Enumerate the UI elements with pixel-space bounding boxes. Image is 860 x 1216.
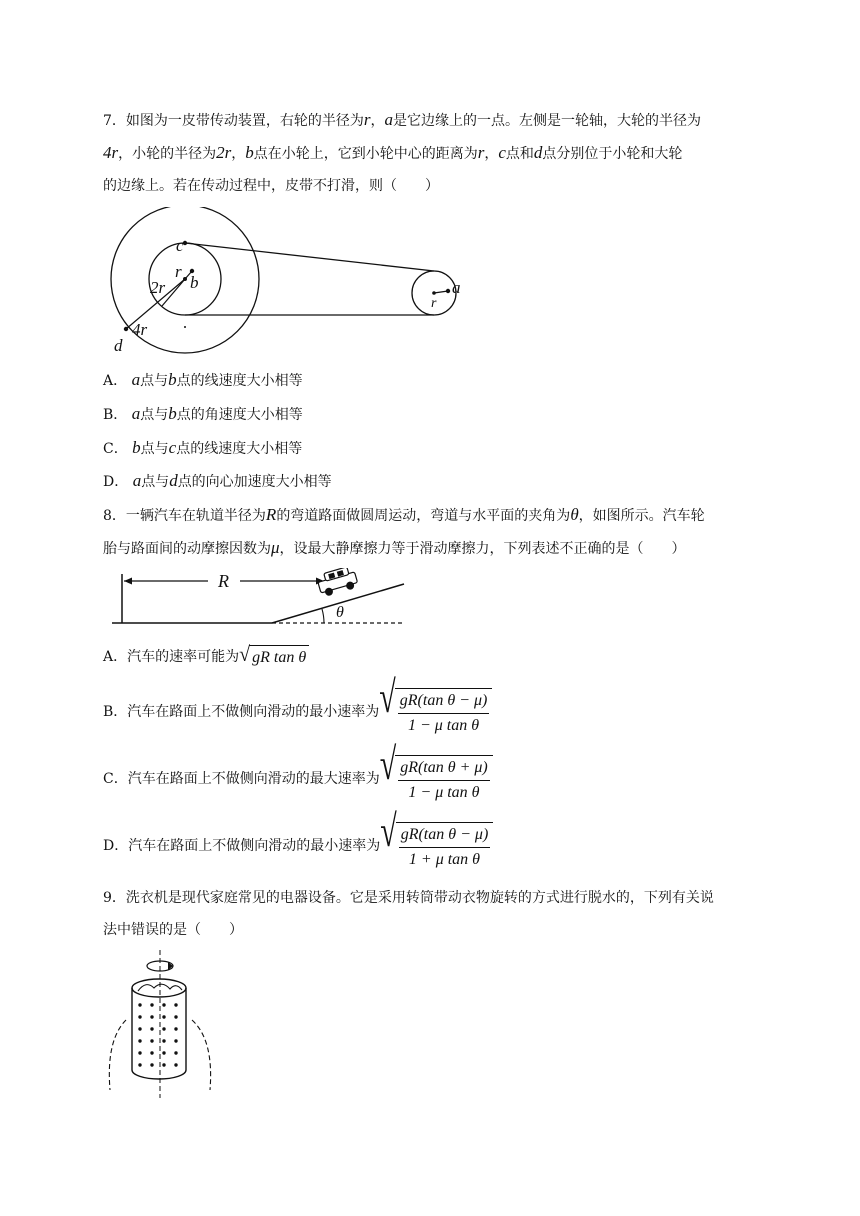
label-R: R — [218, 571, 229, 591]
point-a — [446, 289, 450, 293]
fraction — [398, 691, 490, 736]
belt-pulley-figure — [100, 207, 480, 359]
q7-text: ， — [484, 146, 499, 162]
numerator: gR(tan θ − μ) — [398, 691, 490, 714]
q7-option-b — [103, 404, 303, 425]
var-mu: μ — [271, 538, 280, 557]
var-d: d — [533, 143, 543, 162]
label-theta: θ — [336, 604, 344, 621]
var-r: r — [363, 110, 371, 129]
option-text: 点与 — [140, 407, 169, 423]
point-d — [124, 327, 128, 331]
q7-text: 7．如图为一皮带传动装置，右轮的半径为 — [103, 113, 364, 129]
sqrt-expression — [379, 740, 493, 803]
q7-line-3: 的边缘上。若在传动过程中，皮带不打滑，则（ ） — [103, 178, 439, 194]
option-var: c — [168, 438, 177, 457]
q7-text: ， — [370, 113, 385, 129]
q8-option-b — [103, 673, 492, 736]
q7-option-c — [103, 438, 302, 459]
q7-option-a — [103, 370, 303, 391]
q7-text: 点和 — [505, 146, 534, 162]
numerator: gR(tan θ − μ) — [399, 825, 491, 848]
radius-2r — [162, 279, 185, 306]
q8-option-c — [103, 740, 493, 803]
option-text: A．汽车的速率可能为 — [103, 648, 240, 665]
trajectory-right — [192, 1020, 211, 1090]
q8-text: 胎与路面间的动摩擦因数为 — [103, 541, 271, 557]
denominator: 1 − μ tan θ — [407, 717, 480, 734]
label-c: c — [176, 236, 184, 255]
var-R: R — [265, 505, 277, 524]
sqrt-sign: √ — [379, 740, 397, 790]
sqrt-expression — [239, 645, 309, 668]
car-icon — [316, 568, 359, 598]
option-prefix: D． — [103, 474, 129, 490]
q7-text: ， — [231, 146, 246, 162]
option-var: a — [131, 370, 141, 389]
var-4r: 4r — [103, 143, 119, 162]
q8-option-a — [103, 645, 309, 668]
option-text: 点的线速度大小相等 — [176, 373, 303, 389]
q7-text: 是它边缘上的一点。左侧是一轮轴，大轮的半径为 — [393, 113, 702, 129]
q9-line-2: 法中错误的是（ ） — [103, 922, 243, 938]
var-c: c — [498, 143, 506, 162]
sqrt-sign: √ — [379, 673, 396, 723]
right-center — [432, 291, 436, 295]
label-4r: 4r — [132, 320, 148, 339]
denominator: 1 + μ tan θ — [408, 851, 481, 868]
option-text: 点的线速度大小相等 — [176, 441, 303, 457]
denominator: 1 − μ tan θ — [408, 784, 480, 801]
numerator: gR(tan θ + μ) — [398, 758, 490, 781]
label-r-inner: r — [175, 262, 182, 281]
q7-line-2 — [103, 143, 682, 164]
option-var: d — [169, 471, 178, 490]
sqrt-expression — [379, 673, 492, 736]
q9-line-1: 9．洗衣机是现代家庭常见的电器设备。它是采用转筒带动衣物旋转的方式进行脱水的，下列有关说 — [103, 890, 714, 906]
drum-holes — [138, 1003, 177, 1066]
option-text: C．汽车在路面上不做侧向滑动的最大速率为 — [103, 771, 380, 787]
option-prefix: A． — [103, 373, 128, 389]
var-2r: 2r — [216, 143, 232, 162]
option-text: 点的向心加速度大小相等 — [177, 474, 332, 490]
option-prefix: B． — [103, 407, 128, 423]
label-2r: 2r — [150, 278, 166, 297]
var-r: r — [477, 143, 485, 162]
belt-top — [185, 243, 434, 271]
option-var: a — [132, 471, 142, 490]
q7-text: 点分别位于小轮和大轮 — [542, 146, 683, 162]
axle-center — [183, 277, 187, 281]
q8-text: ，设最大静摩擦力等于滑动摩擦力，下列表述不正确的是（ ） — [279, 541, 686, 557]
angle-arc — [322, 609, 324, 623]
option-text: 点的角速度大小相等 — [176, 407, 303, 423]
q8-line-2 — [103, 538, 686, 559]
q7-text: ，小轮的半径为 — [118, 146, 217, 162]
fraction — [398, 758, 490, 803]
option-var: a — [131, 404, 141, 423]
r-arrow-left-head — [124, 578, 132, 585]
q8-option-d — [103, 807, 493, 870]
option-text: B．汽车在路面上不做侧向滑动的最小速率为 — [103, 704, 380, 720]
label-a: a — [452, 278, 461, 297]
q7-line-1 — [103, 110, 701, 131]
var-b: b — [245, 143, 254, 162]
sqrt-sign: √ — [239, 643, 251, 667]
option-text: 点与 — [140, 373, 169, 389]
label-b: b — [190, 273, 199, 292]
option-var: b — [168, 370, 177, 389]
q8-text: 的弯道路面做圆周运动，弯道与水平面的夹角为 — [276, 508, 571, 524]
q8-text: ，如图所示。汽车轮 — [578, 508, 705, 524]
var-theta: θ — [570, 505, 579, 524]
sqrt-sign: √ — [380, 807, 397, 857]
trajectory-left — [109, 1020, 126, 1090]
q7-option-d — [103, 471, 332, 492]
sqrt-expression — [380, 807, 493, 870]
option-var: b — [132, 438, 141, 457]
fraction — [399, 825, 491, 870]
label-r-right: r — [431, 296, 437, 311]
option-text: 点与 — [141, 474, 170, 490]
q8-text: 8．一辆汽车在轨道半径为 — [103, 508, 266, 524]
washing-drum-figure — [104, 950, 224, 1100]
q8-line-1 — [103, 505, 705, 526]
option-text: 点与 — [140, 441, 169, 457]
var-a: a — [384, 110, 394, 129]
expr-gR-tan: gR tan θ — [249, 645, 309, 668]
option-text: D．汽车在路面上不做侧向滑动的最小速率为 — [103, 838, 381, 854]
label-d: d — [114, 336, 123, 355]
option-prefix: C． — [103, 441, 128, 457]
q7-text: 点在小轮上，它到小轮中心的距离为 — [253, 146, 478, 162]
dot-mark — [184, 326, 186, 328]
option-var: b — [168, 404, 177, 423]
banked-road-figure — [112, 568, 412, 628]
